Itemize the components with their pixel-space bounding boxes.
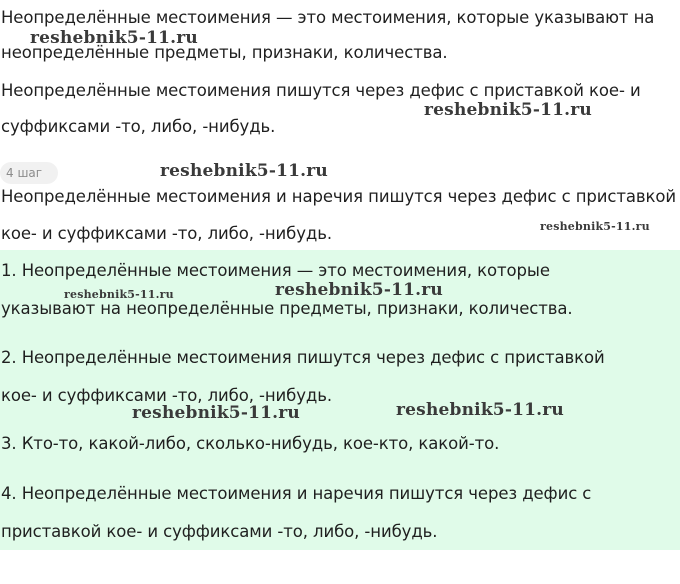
- watermark: reshebnik5-11.ru: [424, 100, 592, 120]
- answer-item-4-line-2: приставкой кое- и суффиксами -то, либо, -нибудь.: [1, 522, 438, 541]
- theory-line-3: Неопределённые местоимения пишутся через дефис с приставкой кое- и: [1, 81, 641, 100]
- answer-item-2-line-2: кое- и суффиксами -то, либо, -нибудь.: [1, 386, 332, 405]
- answer-item-1-line-2: указывают на неопределённые предметы, признаки, количества.: [1, 299, 573, 318]
- watermark: reshebnik5-11.ru: [275, 280, 443, 300]
- answer-item-4-line-1: 4. Неопределённые местоимения и наречия пишутся через дефис с: [1, 484, 592, 503]
- watermark: reshebnik5-11.ru: [540, 220, 650, 233]
- step-badge-label: 4 шаг: [6, 166, 43, 180]
- answer-item-2-line-1: 2. Неопределённые местоимения пишутся через дефис с приставкой: [1, 348, 605, 367]
- step-line-2: кое- и суффиксами -то, либо, -нибудь.: [1, 224, 332, 243]
- watermark: reshebnik5-11.ru: [30, 28, 198, 48]
- answer-item-3: 3. Кто-то, какой-либо, сколько-нибудь, кое-кто, какой-то.: [1, 434, 500, 453]
- watermark: reshebnik5-11.ru: [160, 161, 328, 181]
- answer-item-1-line-1: 1. Неопределённые местоимения — это местоимения, которые: [1, 261, 550, 280]
- step-badge: [0, 162, 58, 184]
- theory-line-2: неопределённые предметы, признаки, количества.: [1, 43, 448, 62]
- theory-line-1: Неопределённые местоимения — это местоимения, которые указывают на: [1, 8, 655, 27]
- step-line-1: Неопределённые местоимения и наречия пишутся через дефис с приставкой: [1, 187, 677, 206]
- watermark: reshebnik5-11.ru: [132, 403, 300, 423]
- theory-line-4: суффиксами -то, либо, -нибудь.: [1, 117, 276, 136]
- watermark: reshebnik5-11.ru: [64, 288, 174, 301]
- watermark: reshebnik5-11.ru: [396, 400, 564, 420]
